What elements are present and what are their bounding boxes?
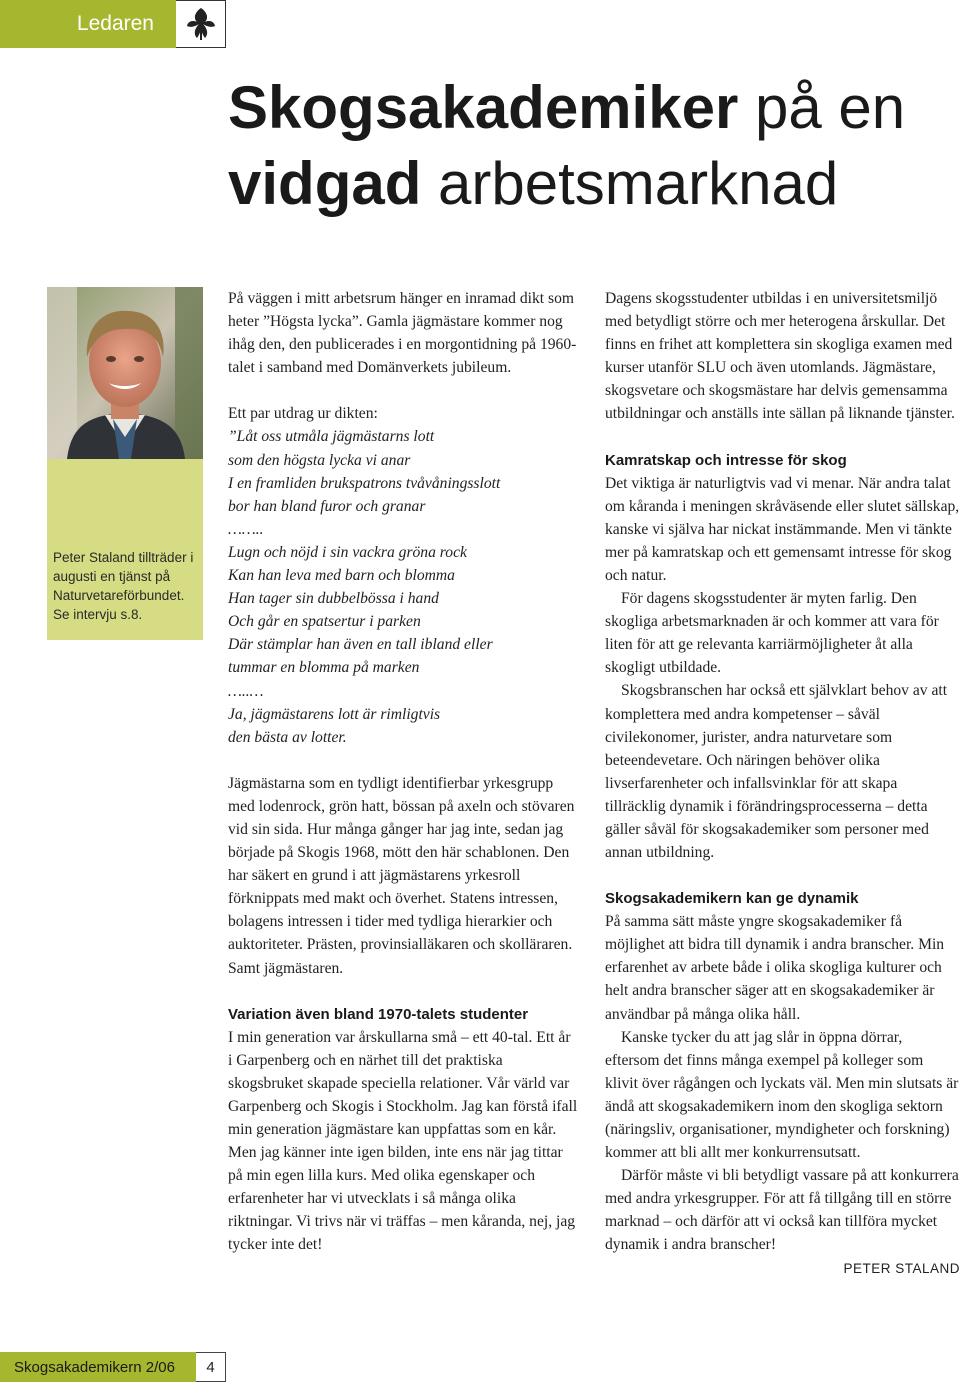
poem-line: Ja, jägmästarens lott är rimligtvis — [228, 705, 441, 723]
poem-line: Där stämplar han även en tall ibland eller — [228, 636, 493, 654]
paragraph: Kanske tycker du att jag slår in öppna dörrar, eftersom det finns många exempel på kolleger som klivit över rågången och lyckats väl. Men min slutsats är ändå att skogsakademikern inom den skogliga sektorn (näringsliv, organisationer, myndigheter och forskning) kommer att bli allt mer konkurrensutsatt. — [605, 1028, 959, 1162]
poem-line: den bästa av lotter. — [228, 728, 347, 746]
logo-box — [176, 0, 226, 48]
paragraph: Jägmästarna som en tydligt identifierbar yrkesgrupp med lodenrock, grön hatt, bössan på axeln och stövaren vid sin sida. Hur många gånger har jag inte, sedan jag började på Skogis 1968, mött den här schablonen. Den har säkert en grund i att jägmästarens yrkesroll förknippats med makt och överhet. Statens intressen, bolagens intressen i tider med tydliga hierarkier och auktoriteter. Prästen, provinsialläkaren och skolläraren. Samt jägmästaren. — [228, 774, 575, 977]
paragraph: Dagens skogsstudenter utbildas i en universitetsmiljö med betydligt större och mer heterogena årskullar. Det finns en frihet att komplettera sin skogliga examen med kurser utanför SLU och även utomlands. Jägmästare, skogsvetare och skogsmästare har delvis gemensamma utbildningar och anställs inte sällan på liknande tjänster. — [605, 290, 955, 423]
poem-line: Och går en spatsertur i parken — [228, 613, 421, 631]
page-number-text: 4 — [206, 1358, 215, 1376]
paragraph: På samma sätt måste yngre skogsakademiker få möjlighet att bidra till dynamik i andra branscher. Min erfarenhet av arbete både i olika skogliga kulturer och helt andra branscher säger att en skogsakademiker är användbar på många olika håll. — [605, 913, 945, 1023]
poem-line: bor han bland furor och granar — [228, 497, 426, 515]
paragraph: Skogsbranschen har också ett självklart behov av att komplettera med andra kompetenser – såväl civilekonomer, jurister, andra naturvetare som beteendevetare. Och näringen behöver olika livserfarenheter och infallsvinklar för att skapa tillräcklig dynamik i förändringsprocesserna – detta gäller såväl för skogsakademiker som personer med annan utbildning. — [605, 682, 948, 862]
headline — [228, 70, 948, 222]
leaf-emblem-icon — [181, 4, 221, 44]
poem-line: Lugn och nöjd i sin vackra gröna rock — [228, 543, 467, 561]
section-label: Ledaren — [76, 12, 154, 35]
poem-line: ”Låt oss utmåla jägmästarns lott — [228, 428, 435, 446]
poem-line: tummar en blomma på marken — [228, 659, 420, 677]
photo-caption — [47, 459, 203, 640]
headline-bold-1: Skogsakademiker — [228, 74, 739, 141]
poem-line: I en framliden brukspatrons tvåvåningsslott — [228, 474, 501, 492]
portrait-photo — [47, 287, 203, 459]
page-number — [196, 1352, 226, 1382]
poem-line: Han tager sin dubbelbössa i hand — [228, 590, 439, 608]
poem-line: …..… — [228, 682, 264, 700]
publication-label: Skogsakademikern 2/06 — [14, 1358, 175, 1376]
paragraph: På väggen i mitt arbetsrum hänger en inramad dikt som heter ”Högsta lycka”. Gamla jägmästare kommer nog ihåg den, den publicerades i en morgontidning på 1960-talet i samband med Domänverkets jubileum. — [228, 290, 577, 377]
article-column-middle — [228, 287, 578, 1257]
poem-line: …….. — [228, 520, 264, 538]
article-column-right — [605, 287, 960, 1280]
paragraph: Därför måste vi bli betydligt vassare på att konkurrera med andra yrkesgrupper. För att få tillgång till en större marknad – och därför att vi också kan tillföra mycket dynamik i andra branscher! — [605, 1167, 959, 1254]
poem-excerpt — [228, 425, 578, 748]
headline-rest-1: på en — [738, 74, 906, 141]
poem-line: Kan han leva med barn och blomma — [228, 567, 455, 585]
paragraph: För dagens skogsstudenter är myten farlig. Den skogliga arbetsmarknaden är och kommer att vara för liten för att ge relevanta karriärmöjligheter åt alla skogligt utbildade. — [605, 590, 939, 677]
subheading: Kamratskap och intresse för skog — [605, 451, 847, 469]
headline-rest-2: arbetsmarknad — [421, 150, 839, 217]
subheading: Variation även bland 1970-talets studenter — [228, 1005, 529, 1023]
author-signature: PETER STALAND — [843, 1260, 960, 1276]
paragraph: I min generation var årskullarna små – ett 40-tal. Ett år i Garpenberg och en närhet till det praktiska skogsbruket skapade speciella relationer. Vår värld var Garpenberg och Skogis i Stockholm. Jag kan förstå ifall min generation jägmästare kan uppfattas som en kår. Men jag känner inte igen bilden, inte ens när jag tittar på min egen lilla kurs. Med olika egenskaper och erfarenheter har vi utvecklats i så många olika riktningar. Vi trivs när vi träffas – men kåranda, nej, jag tycker inte det! — [228, 1028, 578, 1254]
headline-bold-2: vidgad — [228, 150, 422, 217]
paragraph: Det viktiga är naturligtvis vad vi menar. När andra talat om kåranda i meningen skråväsende eller slutet sällskap, kanske vi själva har nickat instämmande. Men vi tänkte mer på kamratskap och ett gemensamt intresse för skog och natur. — [605, 474, 960, 584]
poem-intro: Ett par utdrag ur dikten: — [228, 405, 378, 423]
subheading: Skogsakademikern kan ge dynamik — [605, 890, 859, 908]
caption-text: Peter Staland tillträder i augusti en tjänst på Naturvetareförbundet. Se intervju s.8. — [53, 550, 194, 622]
footer-publication — [0, 1352, 196, 1382]
section-tab — [0, 0, 176, 48]
poem-line: som den högsta lycka vi anar — [228, 451, 411, 469]
